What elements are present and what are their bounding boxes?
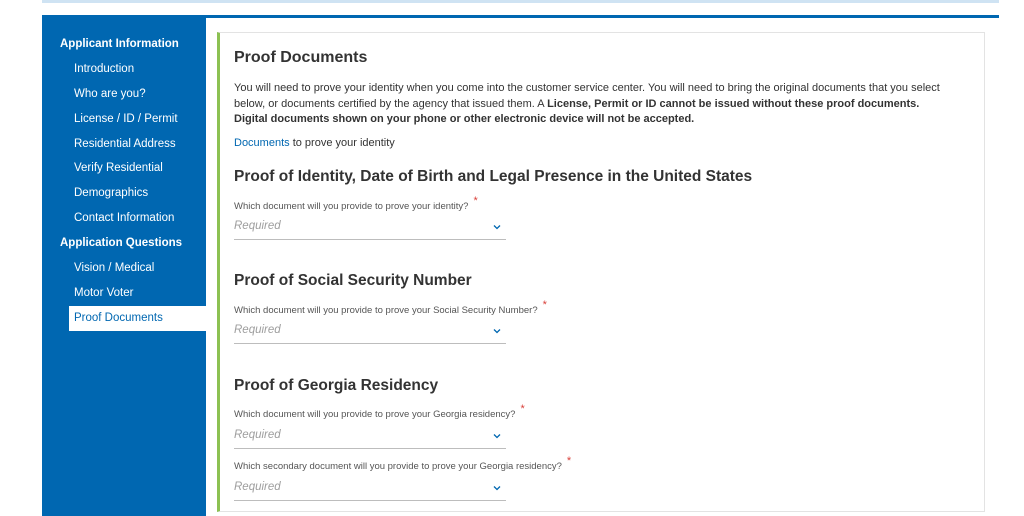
identity-document-select[interactable] [234,217,506,240]
sidebar-item-motor-voter[interactable]: Motor Voter [74,287,134,299]
identity-heading: Proof of Identity, Date of Birth and Legal Presence in the United States [234,168,753,185]
documents-link-suffix: to prove your identity [289,137,395,149]
intro-bold-text: License, Permit or ID cannot be issued without these proof documents. Digital documents shown on your phone or other electronic device will not be accepted. [234,97,920,125]
required-asterisk: * [520,403,525,415]
sidebar-item-vision-medical[interactable]: Vision / Medical [74,262,155,274]
sidebar-section-application-questions: Application Questions [60,237,183,249]
required-asterisk: * [566,455,572,467]
chevron-down-icon [492,431,502,441]
ssn-heading: Proof of Social Security Number [234,272,472,289]
ssn-document-select[interactable] [234,321,506,344]
sidebar-item-proof-documents[interactable]: Proof Documents [69,306,206,331]
required-asterisk: * [473,195,478,207]
sidebar-item-demographics[interactable]: Demographics [74,187,149,199]
residency-question-label [234,403,525,420]
intro-plain-text: You will need to prove your identity when you come into the customer service center. You will need to bring the original documents that you select below, or documents certified by the agency that issued them. A [234,82,940,110]
residency-document-select[interactable] [234,426,506,449]
chevron-down-icon [492,222,502,232]
secondary-residency-select-placeholder: Required [234,481,281,493]
sidebar-item-license-id-permit[interactable]: License / ID / Permit [74,113,178,125]
proof-documents-panel [217,32,985,512]
sidebar-nav [42,18,206,516]
ssn-select-placeholder: Required [234,324,281,336]
residency-heading: Proof of Georgia Residency [234,377,439,394]
chevron-down-icon [492,326,502,336]
documents-link[interactable]: Documents [234,137,290,149]
sidebar-item-verify-residential[interactable]: Verify Residential [74,162,163,174]
identity-question-label [234,195,478,212]
required-asterisk: * [542,299,547,311]
documents-link-line [234,137,395,149]
page-title: Proof Documents [234,49,368,66]
secondary-residency-question-text: Which secondary document will you provide to prove your Georgia residency? [234,461,562,472]
ssn-question-text: Which document will you provide to prove your Social Security Number? [234,305,538,316]
top-accent-line [42,0,999,3]
chevron-down-icon [492,483,502,493]
ssn-question-label [234,299,547,316]
identity-select-placeholder: Required [234,220,281,232]
residency-select-placeholder: Required [234,429,281,441]
secondary-residency-question-label [234,455,572,472]
sidebar-item-introduction[interactable]: Introduction [74,63,135,75]
sidebar-item-who-are-you[interactable]: Who are you? [74,88,146,100]
sidebar-item-contact-information[interactable]: Contact Information [74,212,175,224]
sidebar-section-applicant-information: Applicant Information [60,38,179,50]
secondary-residency-document-select[interactable] [234,478,506,501]
identity-question-text: Which document will you provide to prove your identity? [234,201,469,212]
intro-text [234,81,954,128]
residency-question-text: Which document will you provide to prove your Georgia residency? [234,409,516,420]
sidebar-item-residential-address[interactable]: Residential Address [74,138,176,150]
